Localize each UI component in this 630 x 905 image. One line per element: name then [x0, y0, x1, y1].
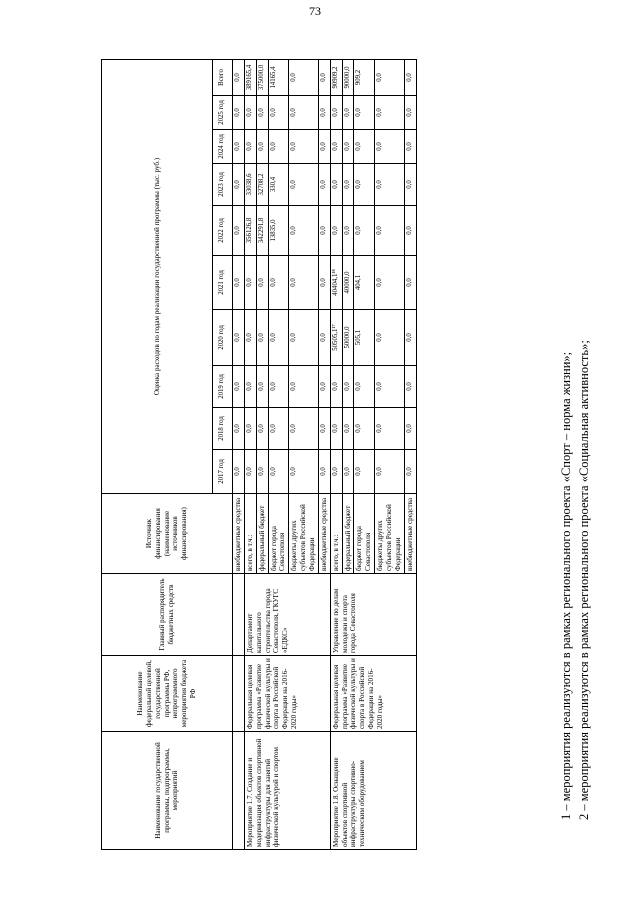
- funding-source-cell: федеральный бюджет: [342, 494, 354, 574]
- value-cell: 50505,1¹⁷: [330, 310, 342, 366]
- header-funding-source: Источник финансирования (наименование источников финансирования): [102, 494, 233, 574]
- value-cell: 404,1: [354, 256, 375, 310]
- measure-name-cell: Мероприятие 1.8. Оснащение объектов спортивной инфраструктуры спортивно-техническим оборудованием: [330, 732, 416, 850]
- value-cell: 0,0: [354, 450, 375, 494]
- value-cell: 0,0: [289, 59, 319, 95]
- value-cell: 0,0: [330, 366, 342, 408]
- year-header: 2018 год: [213, 408, 233, 450]
- value-cell: 0,0: [268, 256, 289, 310]
- value-cell: 0,0: [375, 130, 405, 164]
- value-cell: 0,0: [404, 256, 416, 310]
- value-cell: 0,0: [375, 310, 405, 366]
- budget-table-rotated: [101, 60, 531, 850]
- value-cell: 0,0: [342, 450, 354, 494]
- value-cell: 0,0: [289, 310, 319, 366]
- value-cell: 0,0: [318, 256, 330, 310]
- value-cell: 0,0: [289, 366, 319, 408]
- value-cell: 0,0: [233, 408, 245, 450]
- value-cell: 90909,2: [330, 59, 342, 95]
- value-cell: 0,0: [342, 130, 354, 164]
- year-header: 2020 год: [213, 310, 233, 366]
- value-cell: 0,0: [375, 206, 405, 256]
- value-cell: 0,0: [375, 96, 405, 130]
- value-cell: 0,0: [268, 450, 289, 494]
- funding-source-cell: внебюджетные средства: [404, 494, 416, 574]
- value-cell: 40404,1¹⁸: [330, 256, 342, 310]
- value-cell: 0,0: [404, 96, 416, 130]
- page-number: 73: [309, 4, 321, 18]
- value-cell: 0,0: [256, 450, 268, 494]
- year-header: 2023 год: [213, 164, 233, 206]
- value-cell: 0,0: [404, 130, 416, 164]
- header-budget-administrator: Главный распорядитель бюджетных средств: [102, 574, 233, 656]
- header-program-name: Наименование государственной программы, подпрограммы, мероприятий: [102, 732, 233, 850]
- value-cell: 0,0: [244, 450, 256, 494]
- value-cell: 0,0: [318, 164, 330, 206]
- value-cell: 356126,8: [244, 206, 256, 256]
- table-cell: [233, 574, 245, 656]
- value-cell: 0,0: [318, 408, 330, 450]
- value-cell: 0,0: [268, 408, 289, 450]
- table-body: [233, 59, 417, 849]
- header-expense-estimate: Оценка расходов по годам реализации государственной программы (тыс. руб.): [102, 59, 213, 493]
- value-cell: 0,0: [244, 130, 256, 164]
- federal-program-cell: Федеральная целевая программа «Развитие физической культуры и спорта в Российской Федерации на 2016-2020 годы»: [330, 656, 416, 732]
- value-cell: 0,0: [404, 206, 416, 256]
- value-cell: 0,0: [375, 256, 405, 310]
- year-header: 2025 год: [213, 96, 233, 130]
- funding-source-cell: бюджеты других субъектов Российской Федерации: [375, 494, 405, 574]
- value-cell: 0,0: [354, 408, 375, 450]
- value-cell: 0,0: [289, 206, 319, 256]
- value-cell: 0,0: [354, 96, 375, 130]
- value-cell: 0,0: [342, 164, 354, 206]
- value-cell: 0,0: [256, 130, 268, 164]
- value-cell: 0,0: [244, 366, 256, 408]
- funding-source-cell: бюджет города Севастополя: [354, 494, 375, 574]
- value-cell: 0,0: [256, 310, 268, 366]
- value-cell: 0,0: [256, 96, 268, 130]
- value-cell: 0,0: [354, 164, 375, 206]
- value-cell: 375000,0: [256, 59, 268, 95]
- value-cell: 0,0: [244, 408, 256, 450]
- value-cell: 0,0: [404, 310, 416, 366]
- value-cell: 0,0: [330, 130, 342, 164]
- value-cell: 0,0: [330, 408, 342, 450]
- value-cell: 32708,2: [256, 164, 268, 206]
- value-cell: 50000,0: [342, 310, 354, 366]
- value-cell: 0,0: [289, 408, 319, 450]
- value-cell: 0,0: [404, 366, 416, 408]
- funding-source-cell: федеральный бюджет: [256, 494, 268, 574]
- value-cell: 0,0: [330, 450, 342, 494]
- footnote: 2 – мероприятия реализуются в рамках регионального проекта «Социальная активность»;: [576, 340, 591, 820]
- year-header: 2024 год: [213, 130, 233, 164]
- value-cell: 0,0: [342, 366, 354, 408]
- funding-source-cell: внебюджетные средства: [318, 494, 330, 574]
- budget-administrator-cell: Управление по делам молодежи и спорта города Севастополя: [330, 574, 416, 656]
- value-cell: 0,0: [268, 366, 289, 408]
- header-federal-program: Наименование федеральной целевой, государственной программы РФ, непрограммного мероприятия бюджета РФ: [102, 656, 233, 732]
- value-cell: 0,0: [233, 450, 245, 494]
- value-cell: 0,0: [375, 450, 405, 494]
- value-cell: 0,0: [233, 164, 245, 206]
- value-cell: 0,0: [244, 256, 256, 310]
- funding-source-cell: всего, в т.ч.:: [330, 494, 342, 574]
- value-cell: 0,0: [233, 206, 245, 256]
- value-cell: 0,0: [268, 310, 289, 366]
- value-cell: 0,0: [318, 59, 330, 95]
- table-row: [233, 59, 245, 849]
- value-cell: 0,0: [233, 59, 245, 95]
- value-cell: 0,0: [318, 450, 330, 494]
- value-cell: 0,0: [318, 310, 330, 366]
- value-cell: 0,0: [330, 164, 342, 206]
- value-cell: 40000,0: [342, 256, 354, 310]
- budget-administrator-cell: Департамент капитального строительства города Севастополя, ГКУГС «ЕДКС»: [244, 574, 330, 656]
- value-cell: 0,0: [256, 256, 268, 310]
- value-cell: 0,0: [375, 408, 405, 450]
- value-cell: 0,0: [404, 59, 416, 95]
- table-row: [330, 59, 342, 849]
- footnotes: [558, 75, 618, 820]
- value-cell: 0,0: [233, 256, 245, 310]
- value-cell: 0,0: [289, 130, 319, 164]
- value-cell: 0,0: [268, 130, 289, 164]
- value-cell: 505,1: [354, 310, 375, 366]
- value-cell: 0,0: [404, 164, 416, 206]
- value-cell: 0,0: [289, 256, 319, 310]
- value-cell: 0,0: [354, 206, 375, 256]
- value-cell: 0,0: [289, 164, 319, 206]
- value-cell: 0,0: [233, 96, 245, 130]
- value-cell: 0,0: [289, 96, 319, 130]
- federal-program-cell: Федеральная целевая программа «Развитие физической культуры и спорта в Российской Федерации на 2016-2020 годы»: [244, 656, 330, 732]
- value-cell: 0,0: [318, 206, 330, 256]
- value-cell: 0,0: [375, 366, 405, 408]
- budget-table: [101, 59, 417, 850]
- funding-source-cell: бюджеты других субъектов Российской Федерации: [289, 494, 319, 574]
- funding-source-cell: всего, в т.ч.:: [244, 494, 256, 574]
- funding-source-cell: бюджет города Севастополя: [268, 494, 289, 574]
- value-cell: 389165,4: [244, 59, 256, 95]
- year-header: 2022 год: [213, 206, 233, 256]
- value-cell: 0,0: [289, 450, 319, 494]
- value-cell: 0,0: [318, 96, 330, 130]
- value-cell: 0,0: [244, 310, 256, 366]
- value-cell: 0,0: [256, 366, 268, 408]
- value-cell: 0,0: [342, 206, 354, 256]
- value-cell: 0,0: [375, 59, 405, 95]
- value-cell: 0,0: [233, 310, 245, 366]
- value-cell: 0,0: [375, 164, 405, 206]
- value-cell: 0,0: [330, 206, 342, 256]
- year-header: 2021 год: [213, 256, 233, 310]
- value-cell: 0,0: [233, 130, 245, 164]
- table-cell: [233, 656, 245, 732]
- measure-name-cell: Мероприятие 1.7. Создание и модернизация объектов спортивной инфраструктуры для занятий физической культурой и спортом: [244, 732, 330, 850]
- year-header-total: Всего: [213, 59, 233, 95]
- value-cell: 0,0: [404, 408, 416, 450]
- value-cell: 0,0: [268, 96, 289, 130]
- value-cell: 342291,8: [256, 206, 268, 256]
- value-cell: 0,0: [233, 366, 245, 408]
- year-header: 2019 год: [213, 366, 233, 408]
- value-cell: 909,2: [354, 59, 375, 95]
- table-cell: [233, 732, 245, 850]
- value-cell: 14165,4: [268, 59, 289, 95]
- year-header: 2017 год: [213, 450, 233, 494]
- value-cell: 0,0: [330, 96, 342, 130]
- table-row: [244, 59, 256, 849]
- value-cell: 330,4: [268, 164, 289, 206]
- value-cell: 0,0: [342, 96, 354, 130]
- value-cell: 0,0: [318, 366, 330, 408]
- value-cell: 0,0: [354, 366, 375, 408]
- value-cell: 13835,0: [268, 206, 289, 256]
- footnote: 1 – мероприятия реализуются в рамках регионального проекта «Спорт – норма жизни»;: [559, 351, 573, 820]
- value-cell: 0,0: [404, 450, 416, 494]
- value-cell: 0,0: [342, 408, 354, 450]
- funding-source-cell: внебюджетные средства: [233, 494, 245, 574]
- value-cell: 0,0: [318, 130, 330, 164]
- value-cell: 0,0: [354, 130, 375, 164]
- value-cell: 33038,6: [244, 164, 256, 206]
- value-cell: 0,0: [256, 408, 268, 450]
- value-cell: 0,0: [244, 96, 256, 130]
- value-cell: 90000,0: [342, 59, 354, 95]
